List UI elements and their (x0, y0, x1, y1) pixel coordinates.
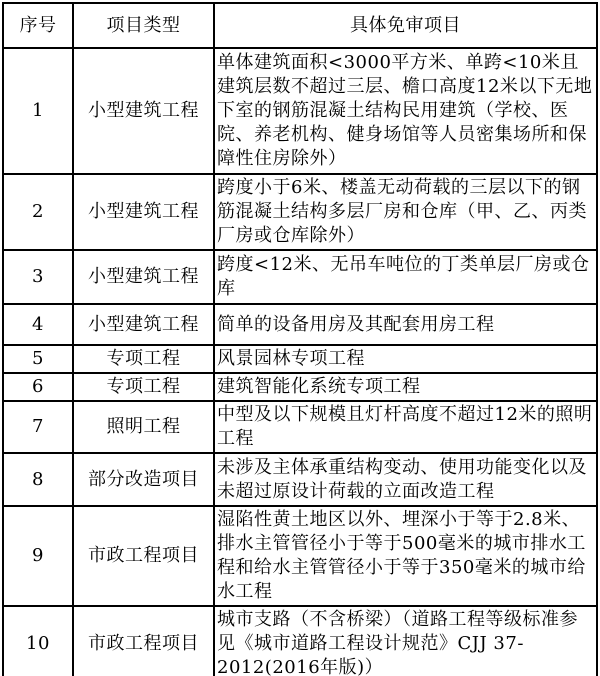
row-number-cell: 2 (3, 174, 73, 250)
exempt-item-cell: 跨度<12米、无吊车吨位的丁类单层厂房或仓库 (214, 250, 597, 304)
table-row (3, 304, 597, 345)
row-number-cell: 3 (3, 250, 73, 304)
project-type-cell: 市政工程项目 (73, 506, 214, 606)
exempt-item-cell: 中型及以下规模且灯杆高度不超过12米的照明工程 (214, 401, 597, 453)
exempt-item-cell: 风景园林专项工程 (214, 345, 597, 373)
table-row (3, 250, 597, 304)
header-project-type: 项目类型 (73, 3, 214, 48)
project-type-cell: 专项工程 (73, 345, 214, 373)
exempt-item-cell: 未涉及主体承重结构变动、使用功能变化以及未超过原设计荷载的立面改造工程 (214, 453, 597, 506)
row-number-cell: 6 (3, 373, 73, 401)
project-type-cell: 小型建筑工程 (73, 174, 214, 250)
row-number-cell: 5 (3, 345, 73, 373)
project-type-cell: 专项工程 (73, 373, 214, 401)
exempt-item-cell: 城市支路（不含桥梁）（道路工程等级标准参见《城市道路工程设计规范》CJJ 37-2012(2016年版)） (214, 606, 597, 676)
table-row (3, 373, 597, 401)
exempt-item-cell: 建筑智能化系统专项工程 (214, 373, 597, 401)
project-type-cell: 市政工程项目 (73, 606, 214, 676)
table-row (3, 606, 597, 676)
table-row (3, 506, 597, 606)
project-type-cell: 小型建筑工程 (73, 304, 214, 345)
row-number-cell: 4 (3, 304, 73, 345)
table-row (3, 401, 597, 453)
table-header-row (3, 3, 597, 48)
table-row (3, 174, 597, 250)
row-number-cell: 1 (3, 48, 73, 174)
row-number-cell: 8 (3, 453, 73, 506)
project-type-cell: 小型建筑工程 (73, 48, 214, 174)
table-row (3, 453, 597, 506)
project-type-cell: 部分改造项目 (73, 453, 214, 506)
row-number-cell: 9 (3, 506, 73, 606)
header-exempt-item: 具体免审项目 (214, 3, 597, 48)
exempt-item-cell: 单体建筑面积<3000平方米、单跨<10米且建筑层数不超过三层、檐口高度12米以下无地下室的钢筋混凝土结构民用建筑（学校、医院、养老机构、健身场馆等人员密集场所和保障性住房除外） (214, 48, 597, 174)
exempt-item-cell: 湿陷性黄土地区以外、埋深小于等于2.8米、排水主管管径小于等于500毫米的城市排水工程和给水主管管径小于等于350毫米的城市给水工程 (214, 506, 597, 606)
table-row (3, 48, 597, 174)
project-type-cell: 小型建筑工程 (73, 250, 214, 304)
row-number-cell: 10 (3, 606, 73, 676)
table-row (3, 345, 597, 373)
exemption-projects-table (2, 2, 598, 676)
exempt-item-cell: 简单的设备用房及其配套用房工程 (214, 304, 597, 345)
exempt-item-cell: 跨度小于6米、楼盖无动荷载的三层以下的钢筋混凝土结构多层厂房和仓库（甲、乙、丙类厂房或仓库除外） (214, 174, 597, 250)
project-type-cell: 照明工程 (73, 401, 214, 453)
header-serial-number: 序号 (3, 3, 73, 48)
row-number-cell: 7 (3, 401, 73, 453)
